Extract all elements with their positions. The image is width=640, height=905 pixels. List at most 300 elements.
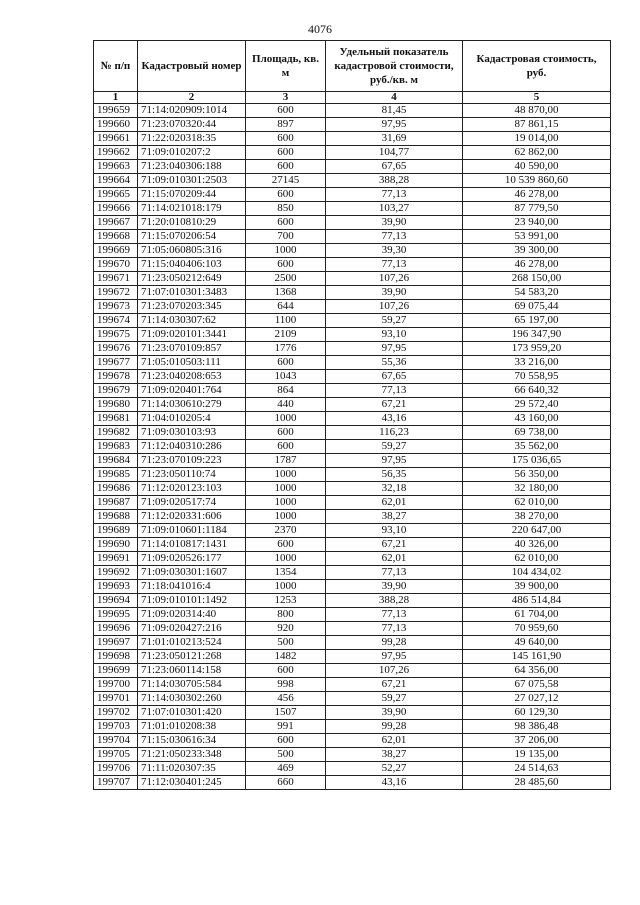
- specific-cost-cell: 38,27: [326, 748, 463, 762]
- cadastral-number-cell: 71:12:040310:286: [138, 440, 246, 454]
- cadastral-cost-cell: 62 010,00: [463, 552, 611, 566]
- cadastral-number-cell: 71:01:010208:38: [138, 720, 246, 734]
- table-row: [94, 272, 611, 286]
- area-cell: 600: [246, 440, 326, 454]
- cadastral-cost-cell: 28 485,60: [463, 776, 611, 790]
- cadastral-cost-cell: 268 150,00: [463, 272, 611, 286]
- area-cell: 1000: [246, 510, 326, 524]
- specific-cost-cell: 67,65: [326, 160, 463, 174]
- specific-cost-cell: 107,26: [326, 300, 463, 314]
- row-number-cell: 199703: [94, 720, 138, 734]
- cadastral-number-cell: 71:09:020101:3441: [138, 328, 246, 342]
- row-number-cell: 199682: [94, 426, 138, 440]
- cadastral-cost-cell: 48 870,00: [463, 104, 611, 118]
- cadastral-number-cell: 71:09:020314:40: [138, 608, 246, 622]
- cadastral-number-cell: 71:23:040208:653: [138, 370, 246, 384]
- row-number-cell: 199667: [94, 216, 138, 230]
- row-number-cell: 199668: [94, 230, 138, 244]
- specific-cost-cell: 62,01: [326, 552, 463, 566]
- cadastral-number-cell: 71:22:020318:35: [138, 132, 246, 146]
- row-number-cell: 199693: [94, 580, 138, 594]
- cadastral-cost-cell: 54 583,20: [463, 286, 611, 300]
- cadastral-number-cell: 71:14:030307:62: [138, 314, 246, 328]
- cadastral-number-cell: 71:07:010301:420: [138, 706, 246, 720]
- cadastral-cost-cell: 65 197,00: [463, 314, 611, 328]
- area-cell: 1000: [246, 244, 326, 258]
- specific-cost-cell: 43,16: [326, 412, 463, 426]
- table-row: [94, 370, 611, 384]
- cadastral-number-cell: 71:09:020401:764: [138, 384, 246, 398]
- cadastral-number-cell: 71:15:070209:44: [138, 188, 246, 202]
- header-row: [94, 41, 611, 92]
- row-number-cell: 199689: [94, 524, 138, 538]
- cadastral-number-cell: 71:05:060805:316: [138, 244, 246, 258]
- area-cell: 2370: [246, 524, 326, 538]
- table-row: [94, 706, 611, 720]
- table-row: [94, 538, 611, 552]
- table-row: [94, 230, 611, 244]
- area-cell: 1100: [246, 314, 326, 328]
- table-row: [94, 258, 611, 272]
- specific-cost-cell: 59,27: [326, 692, 463, 706]
- table-row: [94, 160, 611, 174]
- area-cell: 1368: [246, 286, 326, 300]
- row-number-cell: 199683: [94, 440, 138, 454]
- area-cell: 660: [246, 776, 326, 790]
- area-cell: 27145: [246, 174, 326, 188]
- cadastral-cost-cell: 56 350,00: [463, 468, 611, 482]
- specific-cost-cell: 39,90: [326, 580, 463, 594]
- row-number-cell: 199686: [94, 482, 138, 496]
- row-number-cell: 199670: [94, 258, 138, 272]
- cadastral-cost-cell: 62 010,00: [463, 496, 611, 510]
- cadastral-number-cell: 71:09:010601:1184: [138, 524, 246, 538]
- area-cell: 600: [246, 734, 326, 748]
- table-row: [94, 510, 611, 524]
- table-row: [94, 608, 611, 622]
- cadastral-number-cell: 71:04:010205:4: [138, 412, 246, 426]
- specific-cost-cell: 97,95: [326, 342, 463, 356]
- table-row: [94, 174, 611, 188]
- specific-cost-cell: 81,45: [326, 104, 463, 118]
- table-row: [94, 692, 611, 706]
- table-row: [94, 132, 611, 146]
- cadastral-cost-cell: 24 514,63: [463, 762, 611, 776]
- cadastral-number-cell: 71:09:020517:74: [138, 496, 246, 510]
- area-cell: 600: [246, 188, 326, 202]
- cadastral-number-cell: 71:23:060114:158: [138, 664, 246, 678]
- row-number-cell: 199707: [94, 776, 138, 790]
- area-cell: 1787: [246, 454, 326, 468]
- table-row: [94, 482, 611, 496]
- cadastral-number-cell: 71:09:010101:1492: [138, 594, 246, 608]
- specific-cost-cell: 99,28: [326, 636, 463, 650]
- area-cell: 1253: [246, 594, 326, 608]
- area-cell: 600: [246, 104, 326, 118]
- specific-cost-cell: 59,27: [326, 440, 463, 454]
- area-cell: 600: [246, 216, 326, 230]
- row-number-cell: 199692: [94, 566, 138, 580]
- area-cell: 456: [246, 692, 326, 706]
- row-number-cell: 199704: [94, 734, 138, 748]
- cadastral-number-cell: 71:23:070320:44: [138, 118, 246, 132]
- table-row: [94, 594, 611, 608]
- cadastral-number-cell: 71:23:070109:857: [138, 342, 246, 356]
- cadastral-number-cell: 71:09:030103:93: [138, 426, 246, 440]
- specific-cost-cell: 62,01: [326, 734, 463, 748]
- cadastral-number-cell: 71:14:010817:1431: [138, 538, 246, 552]
- cadastral-cost-cell: 27 027,12: [463, 692, 611, 706]
- specific-cost-cell: 39,90: [326, 216, 463, 230]
- cadastral-cost-cell: 67 075,58: [463, 678, 611, 692]
- table-row: [94, 468, 611, 482]
- row-number-cell: 199673: [94, 300, 138, 314]
- cadastral-number-cell: 71:23:070203:345: [138, 300, 246, 314]
- specific-cost-cell: 55,36: [326, 356, 463, 370]
- cadastral-cost-cell: 69 075,44: [463, 300, 611, 314]
- table-row: [94, 244, 611, 258]
- row-number-cell: 199681: [94, 412, 138, 426]
- cadastral-number-cell: 71:11:020307:35: [138, 762, 246, 776]
- cadastral-number-cell: 71:15:070206:54: [138, 230, 246, 244]
- area-cell: 644: [246, 300, 326, 314]
- area-cell: 2109: [246, 328, 326, 342]
- cadastral-cost-cell: 196 347,90: [463, 328, 611, 342]
- header-cadastral-cost: Кадастровая стоимость, руб.: [463, 41, 611, 92]
- row-number-cell: 199678: [94, 370, 138, 384]
- cadastral-cost-cell: 87 779,50: [463, 202, 611, 216]
- table-row: [94, 104, 611, 118]
- row-number-cell: 199659: [94, 104, 138, 118]
- area-cell: 850: [246, 202, 326, 216]
- specific-cost-cell: 77,13: [326, 566, 463, 580]
- table-row: [94, 342, 611, 356]
- cadastral-cost-cell: 10 539 860,60: [463, 174, 611, 188]
- row-number-cell: 199691: [94, 552, 138, 566]
- cadastral-cost-cell: 70 558,95: [463, 370, 611, 384]
- specific-cost-cell: 43,16: [326, 776, 463, 790]
- cadastral-cost-cell: 61 704,00: [463, 608, 611, 622]
- area-cell: 1776: [246, 342, 326, 356]
- cadastral-cost-cell: 39 900,00: [463, 580, 611, 594]
- specific-cost-cell: 38,27: [326, 510, 463, 524]
- cadastral-cost-cell: 32 180,00: [463, 482, 611, 496]
- area-cell: 1000: [246, 412, 326, 426]
- cadastral-number-cell: 71:01:010213:524: [138, 636, 246, 650]
- specific-cost-cell: 93,10: [326, 328, 463, 342]
- specific-cost-cell: 93,10: [326, 524, 463, 538]
- table-row: [94, 328, 611, 342]
- cadastral-cost-cell: 40 326,00: [463, 538, 611, 552]
- cadastral-cost-cell: 46 278,00: [463, 188, 611, 202]
- cadastral-cost-cell: 53 991,00: [463, 230, 611, 244]
- specific-cost-cell: 39,90: [326, 706, 463, 720]
- table-row: [94, 146, 611, 160]
- row-number-cell: 199694: [94, 594, 138, 608]
- row-number-cell: 199662: [94, 146, 138, 160]
- specific-cost-cell: 56,35: [326, 468, 463, 482]
- row-number-cell: 199700: [94, 678, 138, 692]
- area-cell: 469: [246, 762, 326, 776]
- table-row: [94, 524, 611, 538]
- table-row: [94, 678, 611, 692]
- cadastral-cost-cell: 49 640,00: [463, 636, 611, 650]
- area-cell: 600: [246, 160, 326, 174]
- cadastral-table: [93, 40, 611, 790]
- area-cell: 2500: [246, 272, 326, 286]
- row-number-cell: 199685: [94, 468, 138, 482]
- cadastral-number-cell: 71:14:030302:260: [138, 692, 246, 706]
- row-number-cell: 199676: [94, 342, 138, 356]
- table-row: [94, 188, 611, 202]
- specific-cost-cell: 77,13: [326, 384, 463, 398]
- table-row: [94, 496, 611, 510]
- row-number-cell: 199706: [94, 762, 138, 776]
- table-row: [94, 202, 611, 216]
- cadastral-number-cell: 71:18:041016:4: [138, 580, 246, 594]
- area-cell: 998: [246, 678, 326, 692]
- specific-cost-cell: 103,27: [326, 202, 463, 216]
- row-number-cell: 199688: [94, 510, 138, 524]
- cadastral-cost-cell: 486 514,84: [463, 594, 611, 608]
- table-row: [94, 314, 611, 328]
- cadastral-cost-cell: 43 160,00: [463, 412, 611, 426]
- area-cell: 800: [246, 608, 326, 622]
- table-row: [94, 286, 611, 300]
- table-body: [94, 104, 611, 790]
- cadastral-cost-cell: 40 590,00: [463, 160, 611, 174]
- row-number-cell: 199669: [94, 244, 138, 258]
- cadastral-number-cell: 71:12:020331:606: [138, 510, 246, 524]
- table-row: [94, 580, 611, 594]
- specific-cost-cell: 67,21: [326, 538, 463, 552]
- specific-cost-cell: 104,77: [326, 146, 463, 160]
- row-number-cell: 199664: [94, 174, 138, 188]
- cadastral-number-cell: 71:21:050233:348: [138, 748, 246, 762]
- table-row: [94, 552, 611, 566]
- specific-cost-cell: 39,30: [326, 244, 463, 258]
- area-cell: 920: [246, 622, 326, 636]
- area-cell: 700: [246, 230, 326, 244]
- table-row: [94, 622, 611, 636]
- specific-cost-cell: 67,21: [326, 398, 463, 412]
- row-number-cell: 199687: [94, 496, 138, 510]
- table-row: [94, 664, 611, 678]
- area-cell: 600: [246, 132, 326, 146]
- area-cell: 600: [246, 538, 326, 552]
- row-number-cell: 199705: [94, 748, 138, 762]
- cadastral-cost-cell: 35 562,00: [463, 440, 611, 454]
- cadastral-cost-cell: 220 647,00: [463, 524, 611, 538]
- specific-cost-cell: 99,28: [326, 720, 463, 734]
- column-number: 4: [326, 92, 463, 104]
- row-number-cell: 199674: [94, 314, 138, 328]
- header-cadastral-number: Кадастровый номер: [138, 41, 246, 92]
- specific-cost-cell: 116,23: [326, 426, 463, 440]
- area-cell: 864: [246, 384, 326, 398]
- specific-cost-cell: 31,69: [326, 132, 463, 146]
- area-cell: 600: [246, 356, 326, 370]
- specific-cost-cell: 107,26: [326, 664, 463, 678]
- cadastral-number-cell: 71:14:021018:179: [138, 202, 246, 216]
- cadastral-cost-cell: 38 270,00: [463, 510, 611, 524]
- cadastral-number-cell: 71:14:030610:279: [138, 398, 246, 412]
- row-number-cell: 199701: [94, 692, 138, 706]
- area-cell: 1000: [246, 580, 326, 594]
- area-cell: 1507: [246, 706, 326, 720]
- table-row: [94, 440, 611, 454]
- cadastral-number-cell: 71:09:020526:177: [138, 552, 246, 566]
- area-cell: 1000: [246, 482, 326, 496]
- row-number-cell: 199702: [94, 706, 138, 720]
- table-row: [94, 720, 611, 734]
- cadastral-number-cell: 71:23:050212:649: [138, 272, 246, 286]
- column-number: 2: [138, 92, 246, 104]
- row-number-cell: 199684: [94, 454, 138, 468]
- row-number-cell: 199660: [94, 118, 138, 132]
- cadastral-cost-cell: 173 959,20: [463, 342, 611, 356]
- specific-cost-cell: 77,13: [326, 608, 463, 622]
- table-row: [94, 384, 611, 398]
- row-number-cell: 199666: [94, 202, 138, 216]
- table-row: [94, 454, 611, 468]
- area-cell: 440: [246, 398, 326, 412]
- cadastral-number-cell: 71:07:010301:3483: [138, 286, 246, 300]
- area-cell: 600: [246, 426, 326, 440]
- row-number-cell: 199672: [94, 286, 138, 300]
- cadastral-cost-cell: 60 129,30: [463, 706, 611, 720]
- cadastral-number-cell: 71:09:030301:1607: [138, 566, 246, 580]
- cadastral-number-cell: 71:12:030401:245: [138, 776, 246, 790]
- specific-cost-cell: 77,13: [326, 188, 463, 202]
- column-number: 1: [94, 92, 138, 104]
- table-row: [94, 356, 611, 370]
- area-cell: 1354: [246, 566, 326, 580]
- cadastral-number-cell: 71:09:010301:2503: [138, 174, 246, 188]
- specific-cost-cell: 388,28: [326, 594, 463, 608]
- column-number: 3: [246, 92, 326, 104]
- cadastral-cost-cell: 62 862,00: [463, 146, 611, 160]
- header-row-number: № п/п: [94, 41, 138, 92]
- row-number-cell: 199661: [94, 132, 138, 146]
- specific-cost-cell: 52,27: [326, 762, 463, 776]
- cadastral-cost-cell: 145 161,90: [463, 650, 611, 664]
- specific-cost-cell: 59,27: [326, 314, 463, 328]
- area-cell: 600: [246, 258, 326, 272]
- cadastral-cost-cell: 39 300,00: [463, 244, 611, 258]
- cadastral-cost-cell: 66 640,32: [463, 384, 611, 398]
- header-area: Площадь, кв. м: [246, 41, 326, 92]
- cadastral-cost-cell: 19 014,00: [463, 132, 611, 146]
- row-number-cell: 199695: [94, 608, 138, 622]
- specific-cost-cell: 97,95: [326, 650, 463, 664]
- cadastral-cost-cell: 37 206,00: [463, 734, 611, 748]
- table-row: [94, 426, 611, 440]
- row-number-cell: 199663: [94, 160, 138, 174]
- row-number-cell: 199690: [94, 538, 138, 552]
- cadastral-cost-cell: 87 861,15: [463, 118, 611, 132]
- row-number-cell: 199699: [94, 664, 138, 678]
- row-number-cell: 199675: [94, 328, 138, 342]
- cadastral-number-cell: 71:23:050121:268: [138, 650, 246, 664]
- specific-cost-cell: 77,13: [326, 622, 463, 636]
- table-row: [94, 398, 611, 412]
- cadastral-number-cell: 71:20:010810:29: [138, 216, 246, 230]
- cadastral-cost-cell: 46 278,00: [463, 258, 611, 272]
- specific-cost-cell: 97,95: [326, 454, 463, 468]
- area-cell: 1043: [246, 370, 326, 384]
- cadastral-cost-cell: 69 738,00: [463, 426, 611, 440]
- specific-cost-cell: 77,13: [326, 230, 463, 244]
- specific-cost-cell: 107,26: [326, 272, 463, 286]
- table-row: [94, 734, 611, 748]
- table-row: [94, 776, 611, 790]
- area-cell: 500: [246, 636, 326, 650]
- row-number-cell: 199697: [94, 636, 138, 650]
- table-row: [94, 566, 611, 580]
- cadastral-number-cell: 71:15:040406:103: [138, 258, 246, 272]
- cadastral-number-cell: 71:23:040306:188: [138, 160, 246, 174]
- cadastral-cost-cell: 33 216,00: [463, 356, 611, 370]
- cadastral-number-cell: 71:23:050110:74: [138, 468, 246, 482]
- row-number-cell: 199665: [94, 188, 138, 202]
- table-row: [94, 636, 611, 650]
- row-number-cell: 199680: [94, 398, 138, 412]
- specific-cost-cell: 388,28: [326, 174, 463, 188]
- area-cell: 897: [246, 118, 326, 132]
- cadastral-cost-cell: 98 386,48: [463, 720, 611, 734]
- table-row: [94, 650, 611, 664]
- cadastral-cost-cell: 23 940,00: [463, 216, 611, 230]
- area-cell: 1482: [246, 650, 326, 664]
- cadastral-number-cell: 71:15:030616:34: [138, 734, 246, 748]
- specific-cost-cell: 67,65: [326, 370, 463, 384]
- table-row: [94, 216, 611, 230]
- table-row: [94, 412, 611, 426]
- area-cell: 600: [246, 664, 326, 678]
- cadastral-number-cell: 71:09:020427:216: [138, 622, 246, 636]
- cadastral-cost-cell: 70 959,60: [463, 622, 611, 636]
- header-specific-cost: Удельный показатель кадастровой стоимости, руб./кв. м: [326, 41, 463, 92]
- area-cell: 600: [246, 146, 326, 160]
- specific-cost-cell: 62,01: [326, 496, 463, 510]
- cadastral-number-cell: 71:14:030705:584: [138, 678, 246, 692]
- column-number: 5: [463, 92, 611, 104]
- table-row: [94, 118, 611, 132]
- cadastral-cost-cell: 29 572,40: [463, 398, 611, 412]
- table-row: [94, 762, 611, 776]
- area-cell: 500: [246, 748, 326, 762]
- specific-cost-cell: 32,18: [326, 482, 463, 496]
- table-row: [94, 748, 611, 762]
- cadastral-number-cell: 71:12:020123:103: [138, 482, 246, 496]
- specific-cost-cell: 77,13: [326, 258, 463, 272]
- cadastral-cost-cell: 175 036,65: [463, 454, 611, 468]
- area-cell: 1000: [246, 552, 326, 566]
- row-number-cell: 199698: [94, 650, 138, 664]
- row-number-cell: 199679: [94, 384, 138, 398]
- cadastral-number-cell: 71:14:020909:1014: [138, 104, 246, 118]
- cadastral-cost-cell: 104 434,02: [463, 566, 611, 580]
- area-cell: 991: [246, 720, 326, 734]
- row-number-cell: 199677: [94, 356, 138, 370]
- specific-cost-cell: 97,95: [326, 118, 463, 132]
- area-cell: 1000: [246, 496, 326, 510]
- page-number: 4076: [308, 22, 332, 36]
- row-number-cell: 199671: [94, 272, 138, 286]
- cadastral-number-cell: 71:05:010503:111: [138, 356, 246, 370]
- cadastral-cost-cell: 64 356,00: [463, 664, 611, 678]
